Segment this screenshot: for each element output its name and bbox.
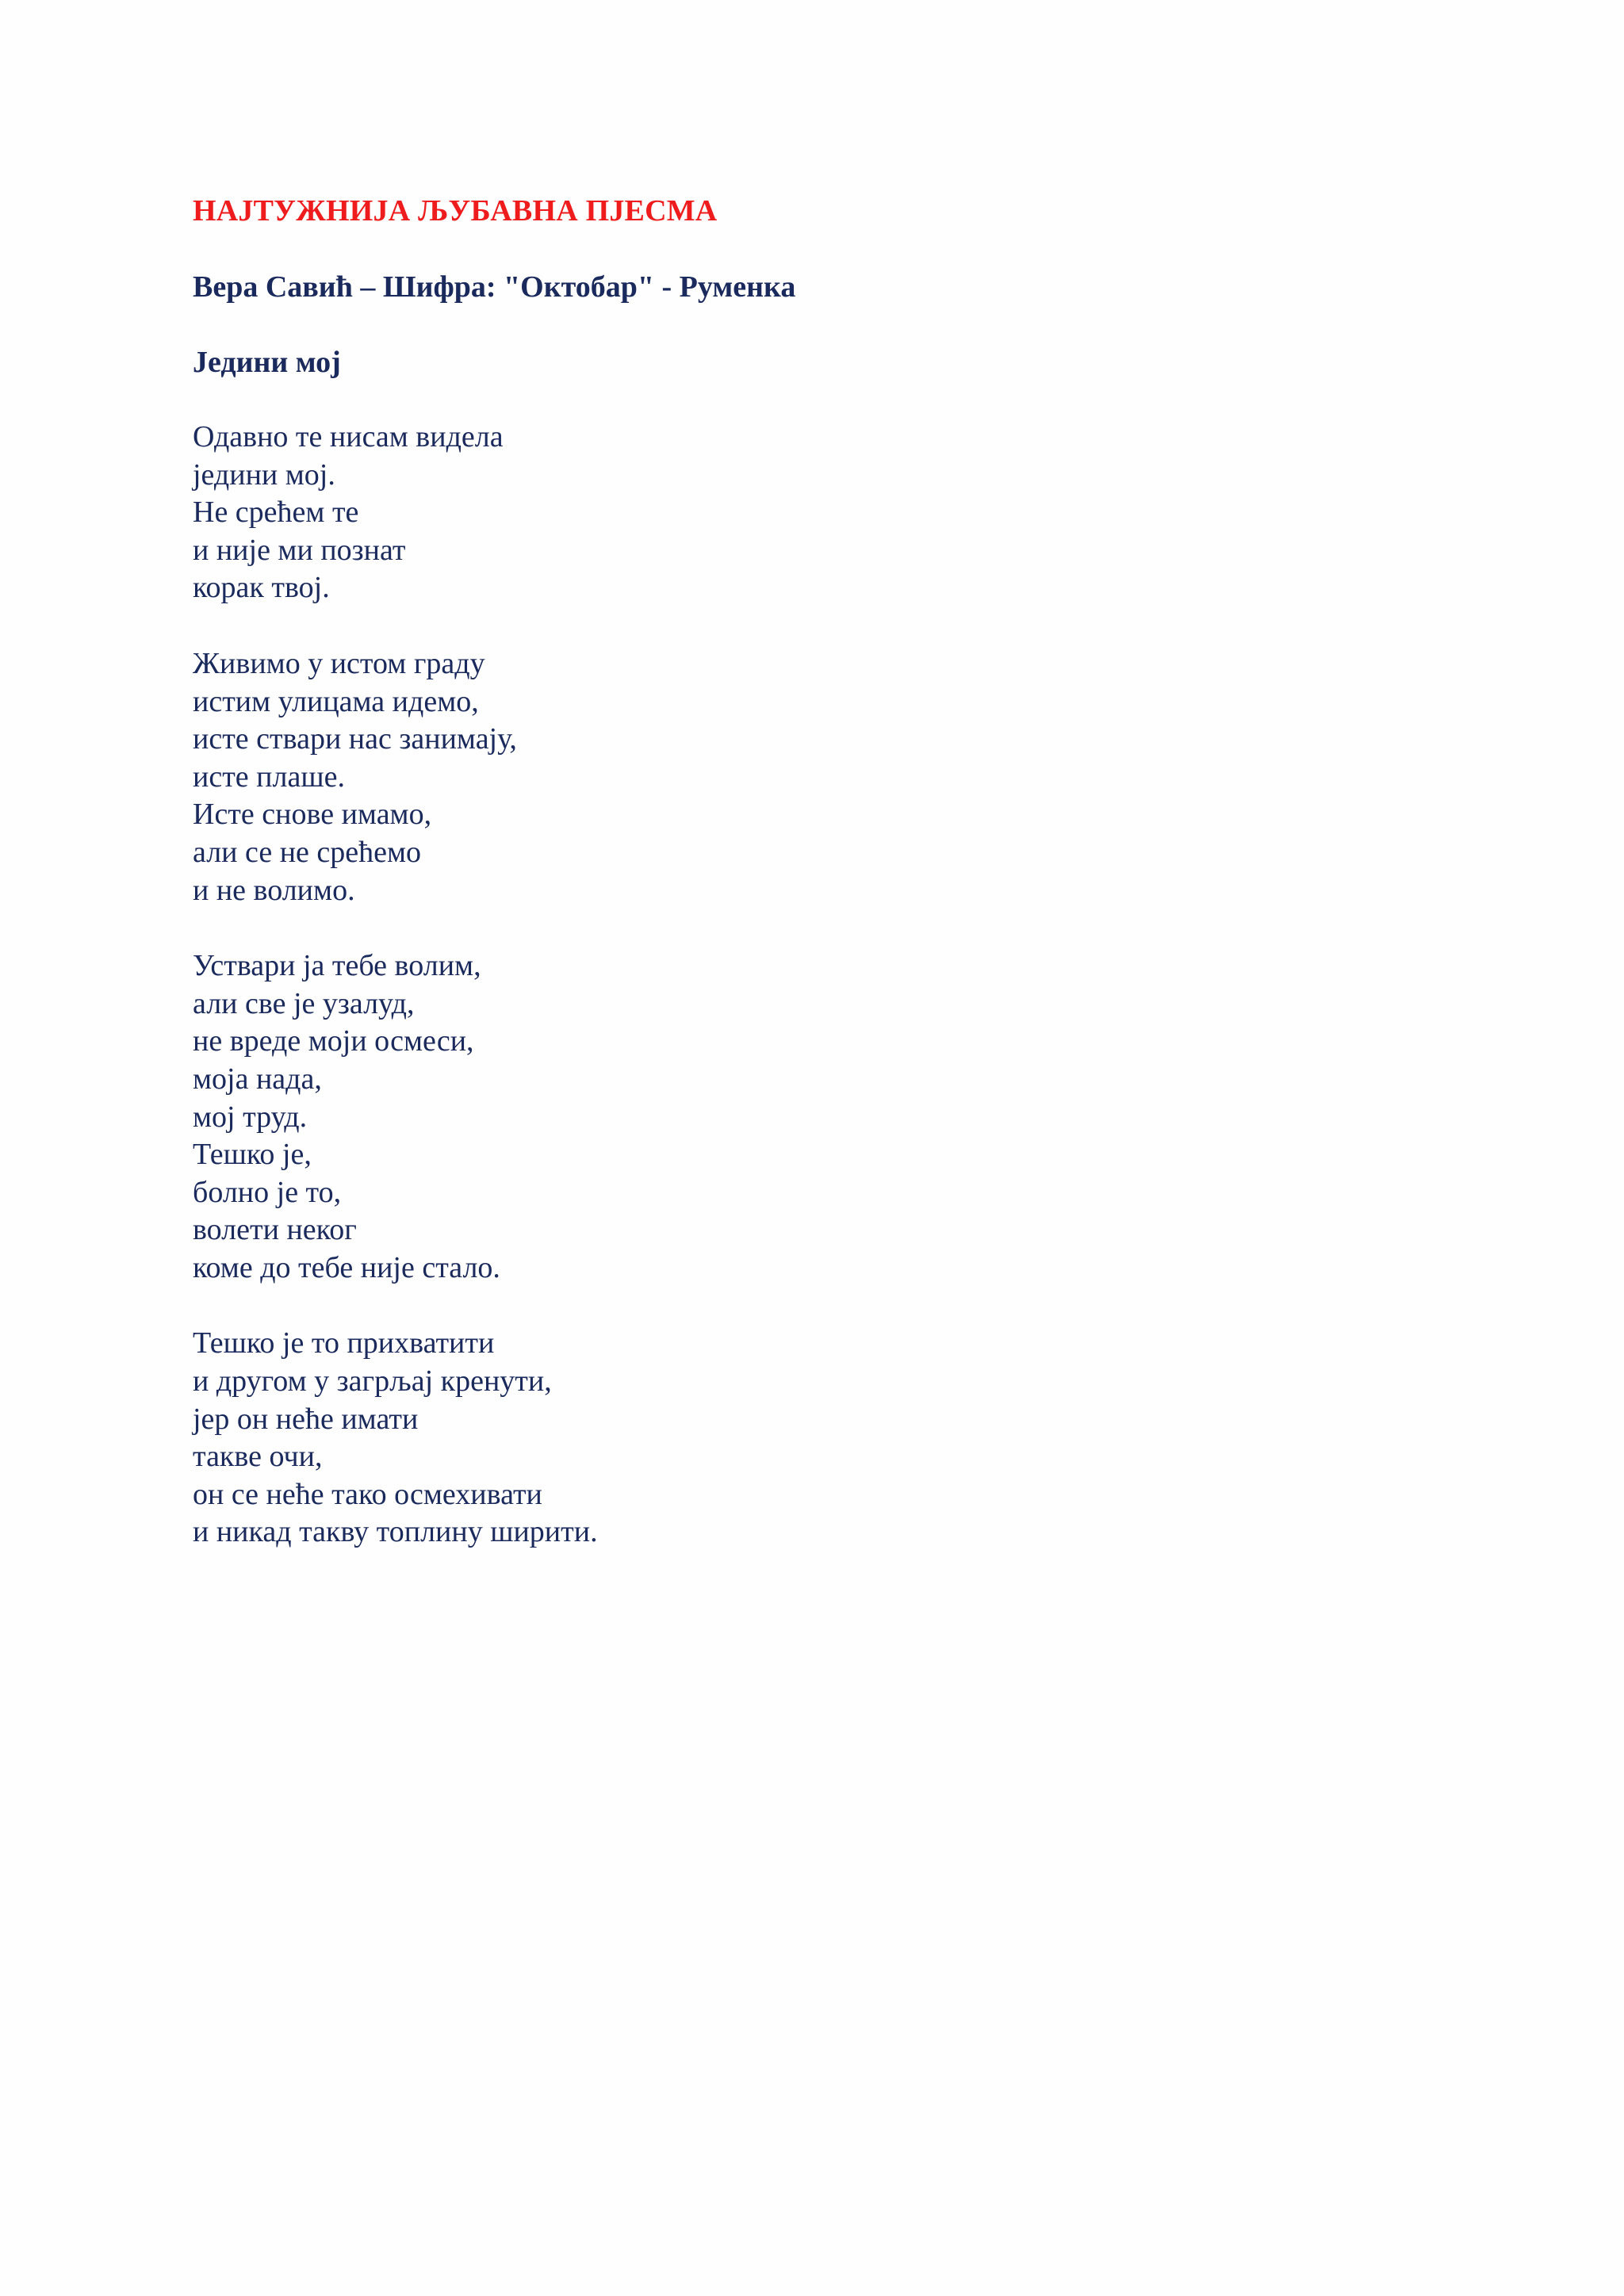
poem-line: Тешко је,: [193, 1138, 312, 1172]
poem-line: Уствари ја тебе волим,: [193, 949, 481, 983]
poem-line: Тешко је то прихватити: [193, 1326, 495, 1360]
poem-line: али све је узалуд,: [193, 986, 415, 1020]
stanza-2: [193, 645, 1461, 909]
poem-line: мој труд.: [193, 1100, 308, 1134]
poem-line: Одавно те нисам видела: [193, 420, 504, 453]
poem-line: Не срећем те: [193, 496, 359, 530]
poem-line: волети неког: [193, 1213, 357, 1247]
stanza-1: [193, 419, 1461, 607]
document-content: [193, 192, 1461, 1590]
poem-line: истим улицама идемо,: [193, 684, 479, 718]
poem-line: исте ствари нас занимају,: [193, 722, 517, 756]
document-title: НАЈТУЖНИЈА ЉУБАВНА ПЈЕСМА: [193, 194, 718, 228]
poem-line: Исте снове имамо,: [193, 798, 432, 832]
poem-line: и не волимо.: [193, 873, 355, 907]
poem-line: али се не срећемо: [193, 835, 422, 869]
poem-body: [193, 419, 1461, 1552]
poem-line: болно је то,: [193, 1175, 342, 1209]
author-line: Вера Савић – Шифра: "Октобар" - Руменка: [193, 270, 796, 304]
poem-line: такве очи,: [193, 1440, 323, 1474]
poem-line: исте плаше.: [193, 760, 345, 794]
poem-line: не вреде моји осмеси,: [193, 1024, 474, 1058]
poem-title: Једини мој: [193, 346, 341, 379]
stanza-3: [193, 947, 1461, 1287]
poem-line: коме до тебе није стало.: [193, 1250, 500, 1284]
poem-line: и никад такву топлину ширити.: [193, 1515, 598, 1549]
poem-line: корак твој.: [193, 571, 330, 605]
poem-line: једини мој.: [193, 457, 335, 492]
stanza-4: [193, 1325, 1461, 1552]
poem-line: и није ми познат: [193, 533, 406, 567]
poem-line: моја нада,: [193, 1062, 322, 1096]
poem-line: он се неће тако осмехивати: [193, 1477, 542, 1511]
poem-line: јер он неће имати: [193, 1402, 419, 1436]
poem-line: Живимо у истом граду: [193, 646, 485, 680]
poem-line: и другом у загрљај кренути,: [193, 1364, 552, 1399]
